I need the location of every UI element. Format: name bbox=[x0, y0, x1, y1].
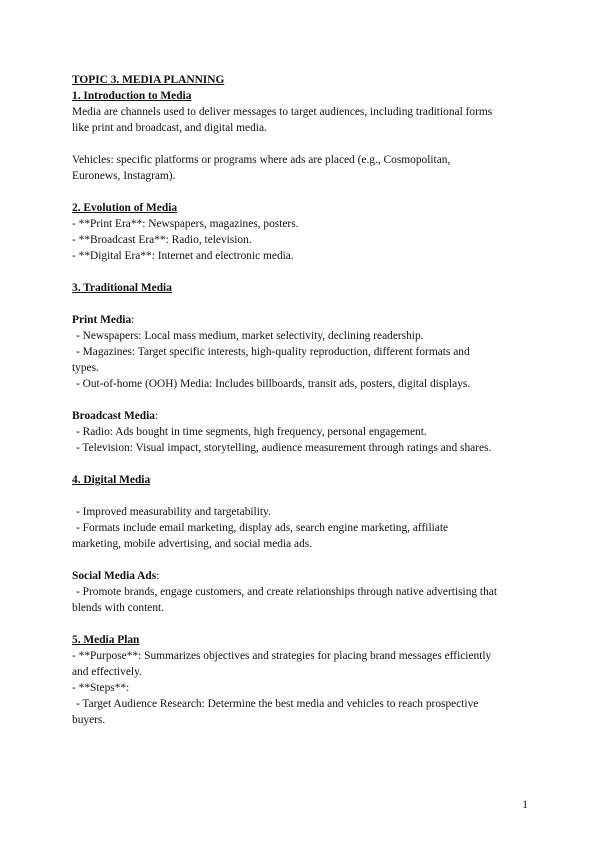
spacer bbox=[72, 296, 528, 312]
social-media-ads-label-line bbox=[72, 568, 528, 584]
list-item: - **Steps**: bbox=[72, 682, 130, 694]
list-item: - Promote brands, engage customers, and create relationships through native advertising that bbox=[76, 586, 498, 598]
spacer bbox=[72, 488, 528, 504]
list-item: - Radio: Ads bought in time segments, high frequency, personal engagement. bbox=[76, 426, 427, 438]
list-item-continuation: and effectively. bbox=[72, 666, 142, 678]
spacer bbox=[72, 552, 528, 568]
broadcast-media-label: Broadcast Media bbox=[72, 410, 155, 422]
list-item: - Television: Visual impact, storytelling, audience measurement through ratings and shares. bbox=[76, 442, 492, 454]
list-item: - **Broadcast Era**: Radio, television. bbox=[72, 234, 252, 246]
print-media-label-line bbox=[72, 312, 528, 328]
list-item-continuation: types. bbox=[72, 362, 99, 374]
social-media-ads-label: Social Media Ads bbox=[72, 570, 157, 582]
topic-title: TOPIC 3. MEDIA PLANNING bbox=[72, 74, 225, 86]
spacer bbox=[72, 184, 528, 200]
section-5-heading: 5. Media Plan bbox=[72, 634, 140, 646]
list-item-continuation: marketing, mobile advertising, and social media ads. bbox=[72, 538, 313, 550]
section-1-paragraph-2-line-2: Euronews, Instagram). bbox=[72, 170, 176, 182]
colon: : bbox=[131, 314, 135, 326]
list-item: - **Digital Era**: Internet and electronic media. bbox=[72, 250, 294, 262]
document-page bbox=[72, 72, 528, 728]
list-item: - **Purpose**: Summarizes objectives and strategies for placing brand messages efficiently bbox=[72, 650, 492, 662]
broadcast-media-label-line bbox=[72, 408, 528, 424]
section-4-heading: 4. Digital Media bbox=[72, 474, 151, 486]
colon: : bbox=[156, 570, 160, 582]
section-1-paragraph-2-line-1: Vehicles: specific platforms or programs where ads are placed (e.g., Cosmopolitan, bbox=[72, 154, 451, 166]
print-media-label: Print Media bbox=[72, 314, 132, 326]
list-item: - Newspapers: Local mass medium, market selectivity, declining readership. bbox=[76, 330, 424, 342]
list-item: - **Print Era**: Newspapers, magazines, posters. bbox=[72, 218, 299, 230]
spacer bbox=[72, 264, 528, 280]
section-1-heading: 1. Introduction to Media bbox=[72, 90, 192, 102]
spacer bbox=[72, 392, 528, 408]
section-1-paragraph-1-line-2: like print and broadcast, and digital media. bbox=[72, 122, 267, 134]
list-item-continuation: buyers. bbox=[72, 714, 106, 726]
spacer bbox=[72, 136, 528, 152]
colon: : bbox=[155, 410, 159, 422]
spacer bbox=[72, 456, 528, 472]
list-item: - Improved measurability and targetability. bbox=[76, 506, 271, 518]
spacer bbox=[72, 616, 528, 632]
page-number: 1 bbox=[522, 799, 528, 811]
list-item: - Formats include email marketing, display ads, search engine marketing, affiliate bbox=[76, 522, 449, 534]
list-item-continuation: blends with content. bbox=[72, 602, 165, 614]
section-1-paragraph-1-line-1: Media are channels used to deliver messages to target audiences, including traditional forms bbox=[72, 106, 493, 118]
list-item: - Magazines: Target specific interests, high-quality reproduction, different formats and bbox=[76, 346, 470, 358]
section-2-heading: 2. Evolution of Media bbox=[72, 202, 178, 214]
list-item: - Target Audience Research: Determine the best media and vehicles to reach prospective bbox=[76, 698, 479, 710]
section-3-heading: 3. Traditional Media bbox=[72, 282, 172, 294]
list-item: - Out-of-home (OOH) Media: Includes billboards, transit ads, posters, digital displays. bbox=[76, 378, 471, 390]
